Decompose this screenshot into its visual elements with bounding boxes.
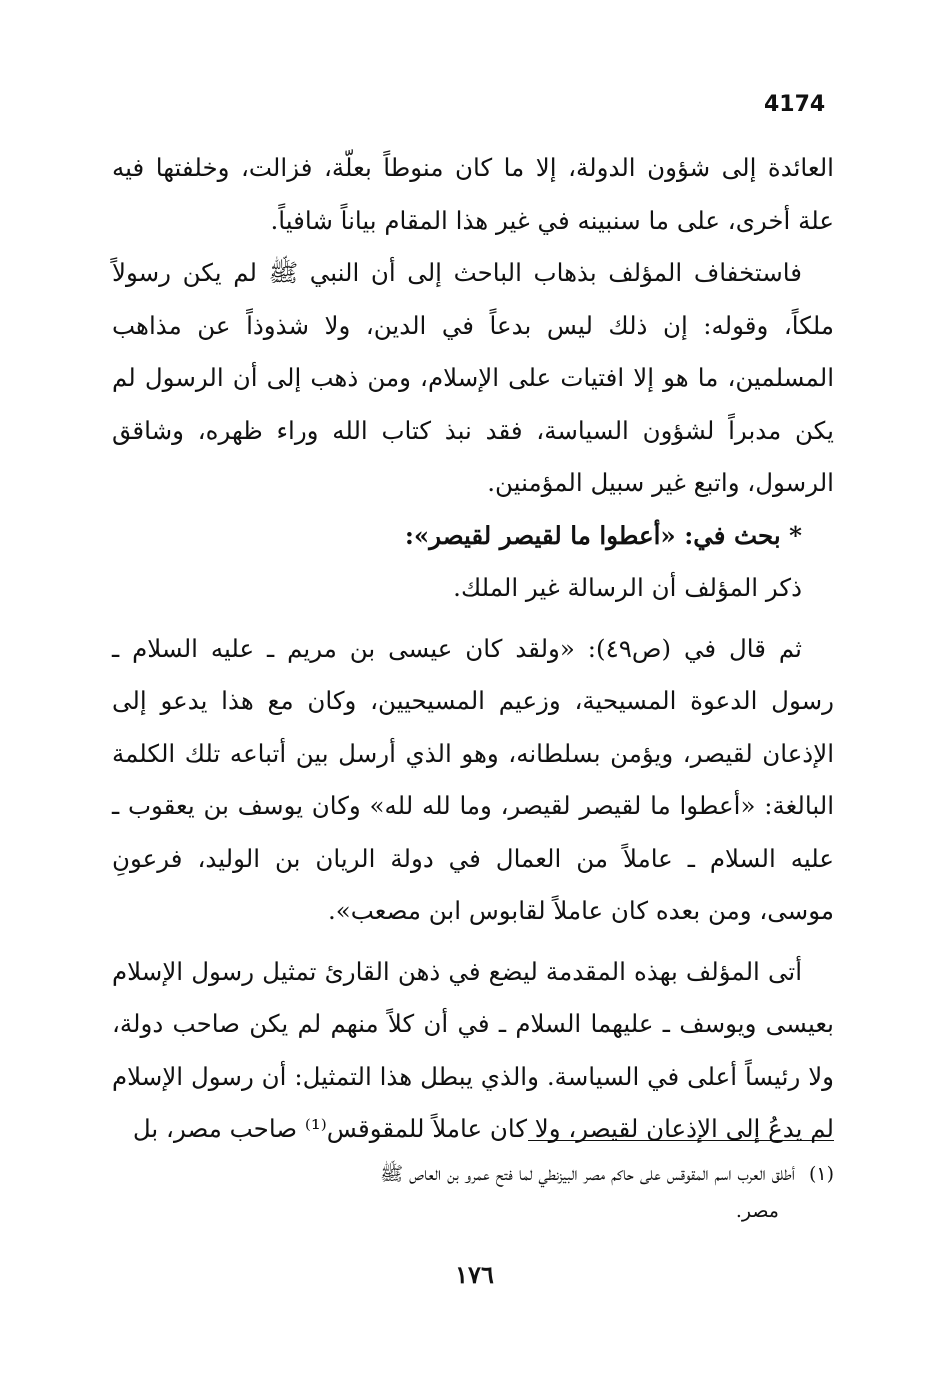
main-text — [112, 142, 834, 1156]
footnote — [112, 1156, 834, 1230]
footnote-line-2: مصر. — [735, 1200, 779, 1222]
paragraph-5: أتى المؤلف بهذه المقدمة ليضع في ذهن القارئ تمثيل رسول الإسلام بعيسى ويوسف ـ عليهما السلام ـ في أن كلاً منهم لم يكن صاحب دولة، ولا رئيساً أعلى في السياسة. والذي يبطل هذا التمثيل: أن رسول الإسلام لم يدعُ إلى الإذعان لقيصر، ولا كان عاملاً للمقوقس⁽¹⁾ صاحب مصر، بل — [112, 956, 834, 1143]
footnote-marker: (١) — [808, 1163, 834, 1185]
paragraph-4: ثم قال في (ص٤٩): «ولقد كان عيسى بن مريم ـ عليه السلام ـ رسول الدعوة المسيحية، وزعيم المسيحيين، وكان مع هذا يدعو إلى الإذعان لقيصر، ويؤمن بسلطانه، وهو الذي أرسل بين أتباعه تلك الكلمة البالغة: «أعطوا ما لقيصر لقيصر، وما لله لله» وكان يوسف بن يعقوب ـ عليه السلام ـ عاملاً من العمال في دولة الريان بن الوليد، فرعونِ موسى، ومن بعده كان عاملاً لقابوس ابن مصعب». — [112, 633, 834, 925]
header-page-number: 4174 — [764, 92, 826, 117]
footnote-line-1 — [112, 1156, 834, 1193]
section-heading: * بحث في: «أعطوا ما لقيصر لقيصر»: — [404, 520, 802, 550]
footnote-text: أطلق العرب اسم المقوقس على حاكم مصر البيزنطي لما فتح عمرو بن العاص ﷺ — [380, 1163, 795, 1185]
paragraph-1: العائدة إلى شؤون الدولة، إلا ما كان منوطاً بعلّة، فزالت، وخلفتها فيه علة أخرى، على ما سنبينه في غير هذا المقام بياناً شافياً. — [112, 153, 834, 235]
paragraph-3: ذكر المؤلف أن الرسالة غير الملك. — [453, 573, 802, 602]
paragraph-2: فاستخفاف المؤلف بذهاب الباحث إلى أن النبي ﷺ لم يكن رسولاً ملكاً، وقوله: إن ذلك ليس بدعاً في الدين، ولا شذوذاً عن مذاهب المسلمين، ما هو إلا افتيات على الإسلام، ومن ذهب إلى أن الرسول لم يكن مدبراً لشؤون السياسة، فقد نبذ كتاب الله وراء ظهره، وشاقق الرسول، واتبع غير سبيل المؤمنين. — [112, 258, 834, 497]
page-number: ١٧٦ — [455, 1260, 494, 1289]
footnote-divider — [528, 1140, 834, 1141]
